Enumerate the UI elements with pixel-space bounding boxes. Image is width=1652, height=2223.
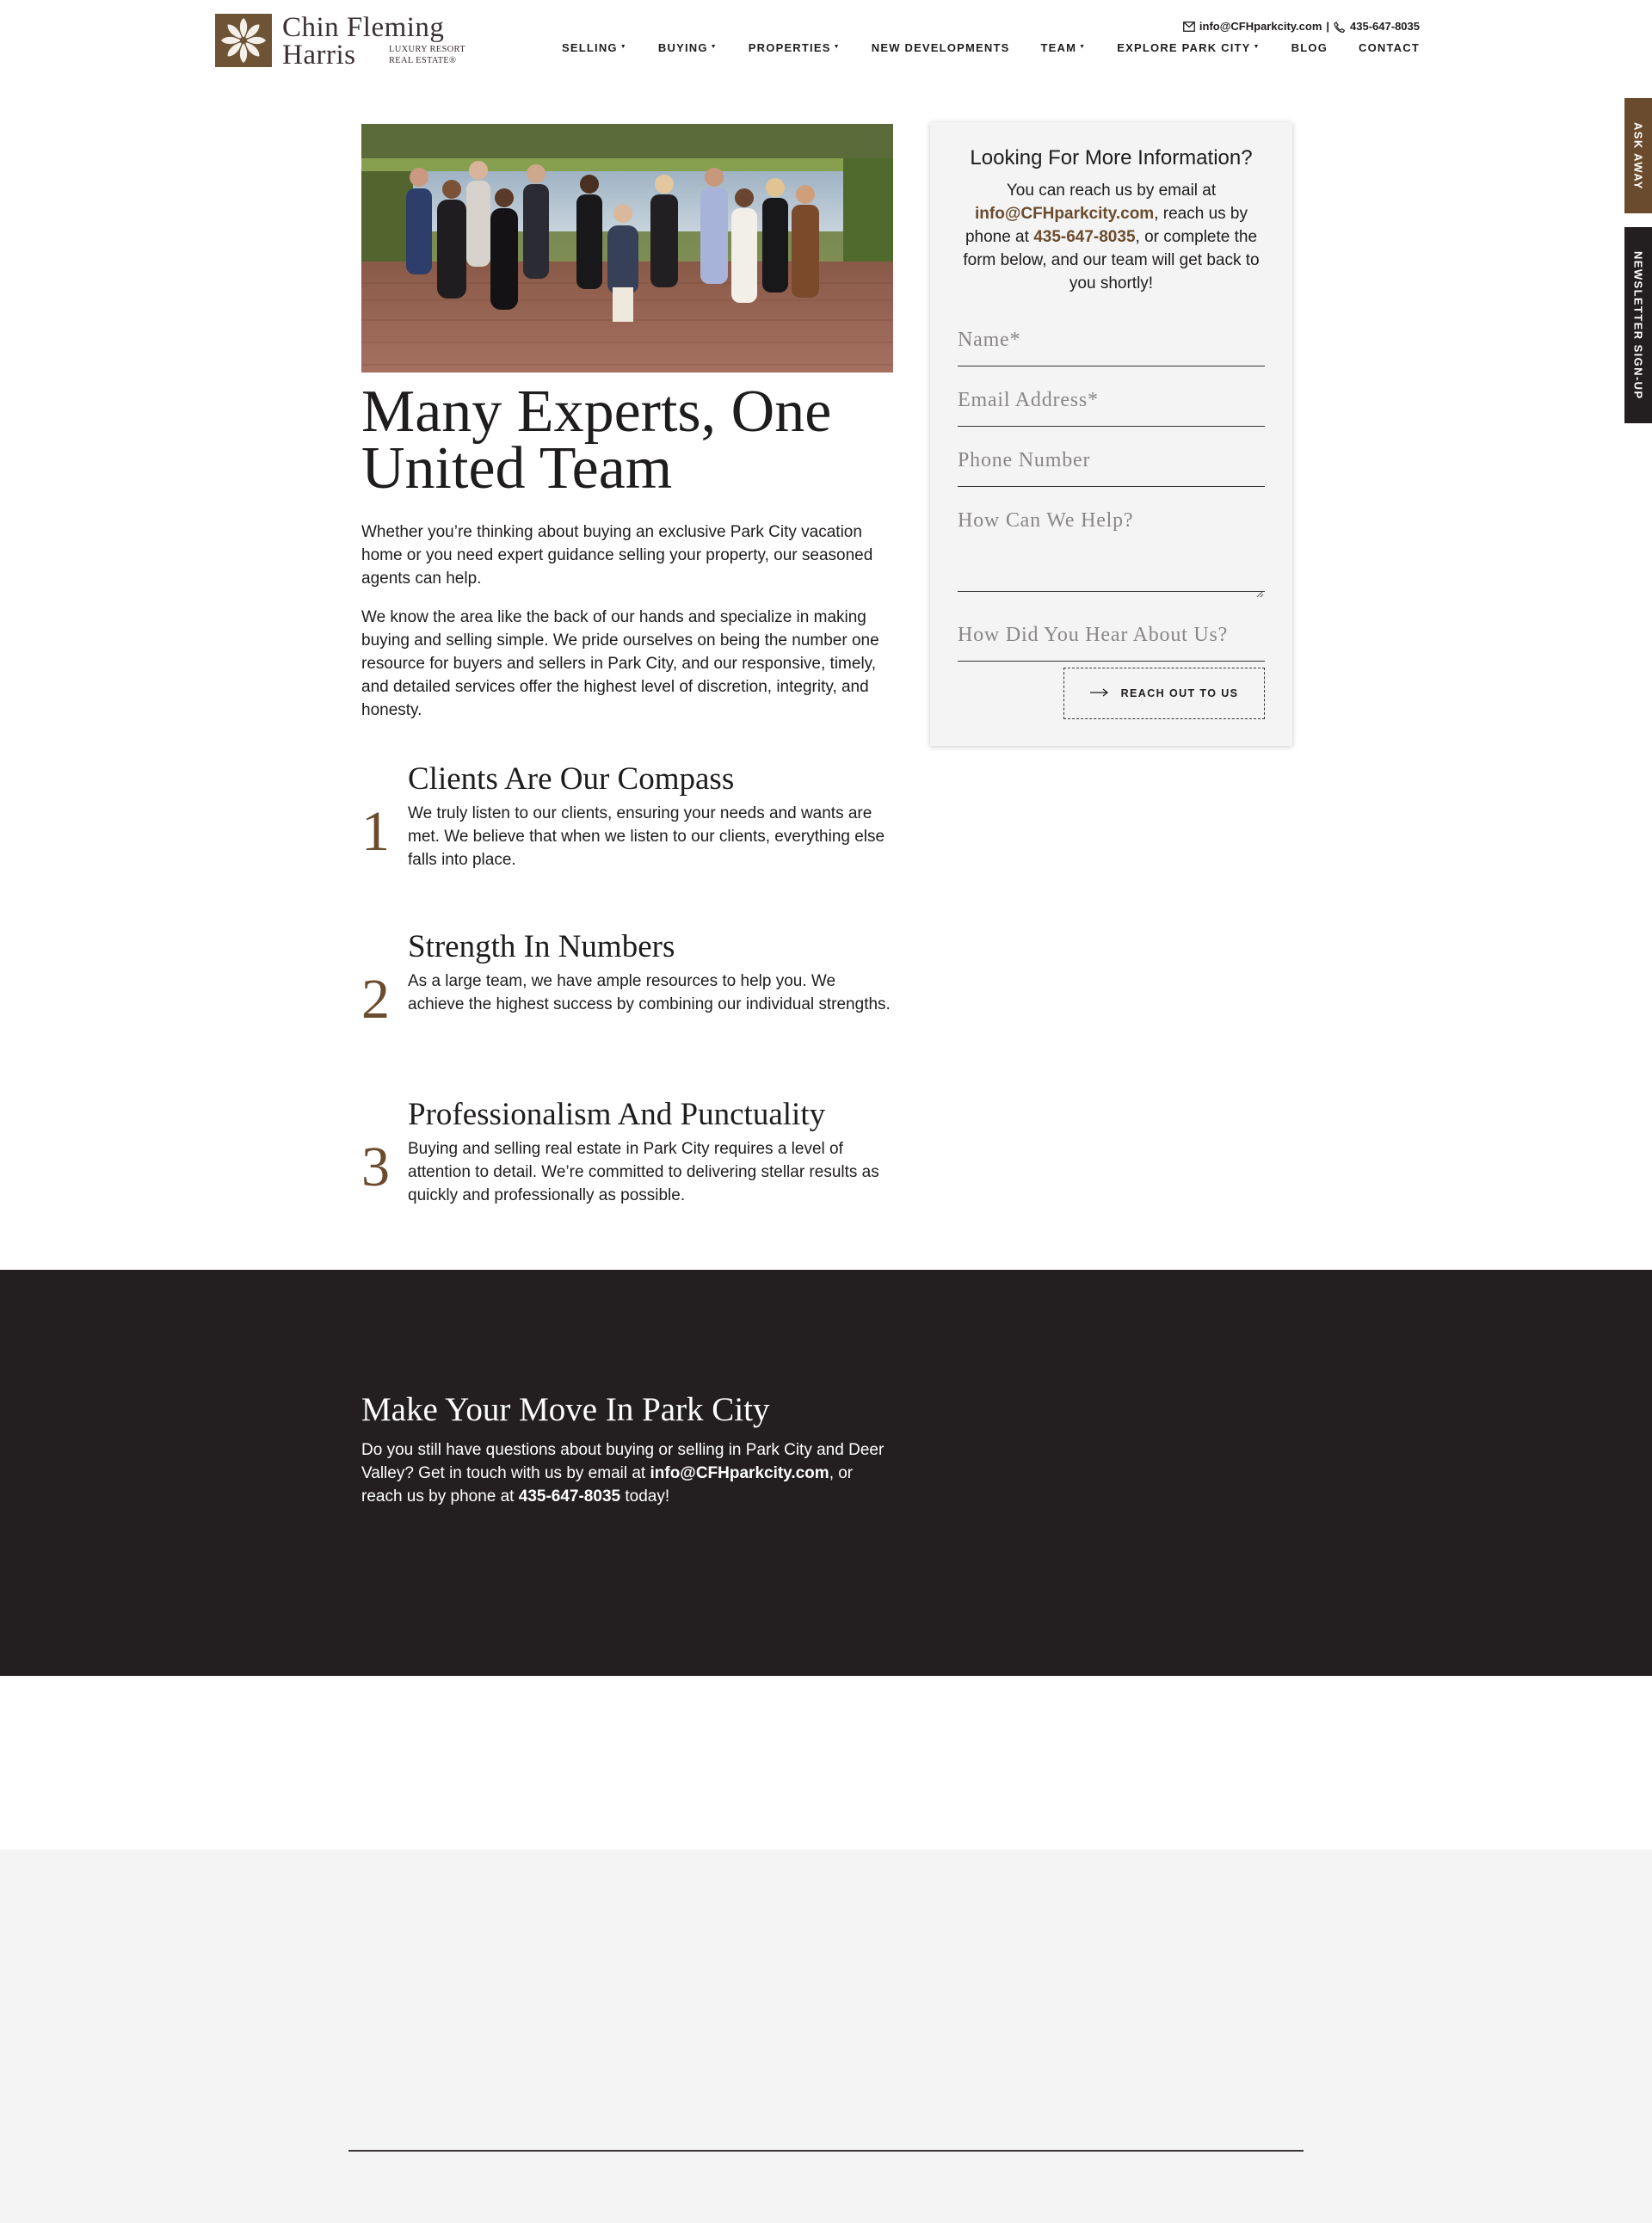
value-title: Strength In Numbers — [408, 929, 675, 964]
reach-out-button[interactable] — [1063, 668, 1265, 719]
cta-email-link[interactable]: info@CFHparkcity.com — [650, 1464, 829, 1482]
site-footer — [0, 1850, 1652, 2223]
phone-icon — [1334, 22, 1346, 32]
nav-contact[interactable] — [1359, 41, 1420, 54]
team-photo — [361, 124, 893, 373]
site-header — [0, 0, 1652, 86]
value-number: 3 — [361, 1136, 390, 1198]
nav-contact-label: CONTACT — [1359, 41, 1420, 54]
brand-logo[interactable] — [215, 12, 473, 69]
ask-away-tab[interactable] — [1624, 98, 1652, 213]
intro-paragraph-2: We know the area like the back of our hands and specialize in making buying and selling simple. We pride ourselves on being the number one resource for buyers and sellers in Park City, and our responsive, timely, and detailed services offer the highest level of discretion, integrity, and honesty. — [361, 608, 879, 719]
ask-away-label: ASK AWAY — [1631, 121, 1645, 190]
nav-explore-park-city[interactable] — [1117, 41, 1260, 54]
logo-name-line2: Harris — [282, 40, 356, 71]
caret-down-icon: ▼ — [1253, 44, 1261, 50]
form-intro-text-1: You can reach us by email at — [1006, 182, 1217, 200]
nav-new-developments[interactable] — [872, 41, 1010, 54]
message-textarea[interactable] — [958, 509, 1265, 592]
header-email-link[interactable]: info@CFHparkcity.com — [1199, 20, 1322, 33]
nav-team[interactable] — [1041, 41, 1087, 54]
logo-name-line1: Chin Fleming — [282, 12, 445, 43]
name-field[interactable]: Name* — [958, 329, 1265, 366]
nav-properties[interactable] — [749, 41, 841, 54]
email-field[interactable]: Email Address* — [958, 389, 1265, 427]
footer-divider — [348, 2150, 1304, 2152]
cta-text-3: today! — [620, 1487, 670, 1506]
message-placeholder: How Can We Help? — [958, 509, 1134, 532]
cta-text-1: Do you still have questions about buying or selling in Park City and Deer Valley? Get in touch with us by email at — [361, 1441, 885, 1482]
caret-down-icon: ▼ — [710, 44, 718, 50]
value-number: 2 — [361, 968, 390, 1031]
newsletter-signup-tab[interactable] — [1624, 227, 1652, 423]
referral-source-field[interactable]: How Did You Hear About Us? — [958, 624, 1265, 662]
nav-explore-label: EXPLORE PARK CITY — [1117, 41, 1251, 54]
nav-properties-label: PROPERTIES — [748, 41, 831, 54]
caret-down-icon: ▼ — [620, 44, 627, 50]
value-title: Clients Are Our Compass — [408, 761, 735, 797]
cta-phone-link[interactable]: 435-647-8035 — [518, 1487, 621, 1506]
cta-text — [361, 1438, 895, 1508]
logo-flower-mark-icon — [215, 14, 272, 67]
nav-blog[interactable] — [1291, 41, 1328, 54]
caret-down-icon: ▼ — [833, 44, 841, 50]
nav-new-developments-label: NEW DEVELOPMENTS — [871, 41, 1010, 54]
page-headline: Many Experts, One United Team — [361, 379, 832, 502]
nav-team-label: TEAM — [1040, 41, 1077, 54]
info-request-form — [930, 122, 1292, 746]
form-intro — [956, 179, 1267, 295]
header-contact — [1183, 20, 1420, 33]
logo-tagline-line1: LUXURY RESORT — [389, 45, 465, 54]
cta-text-2: , or reach us by phone at — [361, 1464, 854, 1506]
caret-down-icon: ▼ — [1079, 44, 1087, 50]
resize-grip-icon[interactable] — [1255, 581, 1264, 589]
phone-field[interactable]: Phone Number — [958, 449, 1265, 487]
form-intro-text-2: , reach us by phone at — [965, 205, 1248, 246]
reach-out-button-label: REACH OUT TO US — [1120, 687, 1239, 699]
value-title: Professionalism And Punctuality — [408, 1097, 826, 1132]
nav-selling[interactable] — [562, 41, 627, 54]
value-text: As a large team, we have ample resources to help you. We achieve the highest success by combining our individual strengths. — [408, 972, 891, 1013]
cta-title: Make Your Move In Park City — [361, 1391, 770, 1428]
nav-buying[interactable] — [658, 41, 718, 54]
value-text: Buying and selling real estate in Park City requires a level of attention to detail. We’re committed to delivering stellar results as quickly and professionally as possible. — [408, 1140, 879, 1204]
newsletter-signup-label: NEWSLETTER SIGN-UP — [1631, 250, 1645, 400]
nav-buying-label: BUYING — [657, 41, 708, 54]
form-phone-link[interactable]: 435-647-8035 — [1033, 228, 1136, 246]
form-email-link[interactable]: info@CFHparkcity.com — [975, 205, 1155, 223]
main-nav — [562, 41, 1420, 54]
logo-tagline — [389, 44, 475, 66]
arrow-right-icon — [1090, 687, 1109, 699]
cta-section — [0, 1270, 1652, 1676]
logo-tagline-line2: REAL ESTATE® — [389, 56, 457, 65]
header-contact-separator: | — [1326, 20, 1330, 33]
intro-paragraph-1: Whether you’re thinking about buying an exclusive Park City vacation home or you need expert guidance selling your property, our seasoned agents can help. — [361, 523, 873, 588]
value-text: We truly listen to our clients, ensuring your needs and wants are met. We believe that when we listen to our clients, everything else falls into place. — [408, 804, 885, 869]
form-title: Looking For More Information? — [970, 146, 1253, 169]
header-phone-link[interactable]: 435-647-8035 — [1350, 20, 1420, 33]
nav-blog-label: BLOG — [1291, 41, 1328, 54]
form-intro-text-3: , or complete the form below, and our team will get back to you shortly! — [963, 228, 1260, 292]
nav-selling-label: SELLING — [562, 41, 618, 54]
envelope-icon — [1183, 22, 1195, 32]
value-number: 1 — [361, 800, 390, 863]
